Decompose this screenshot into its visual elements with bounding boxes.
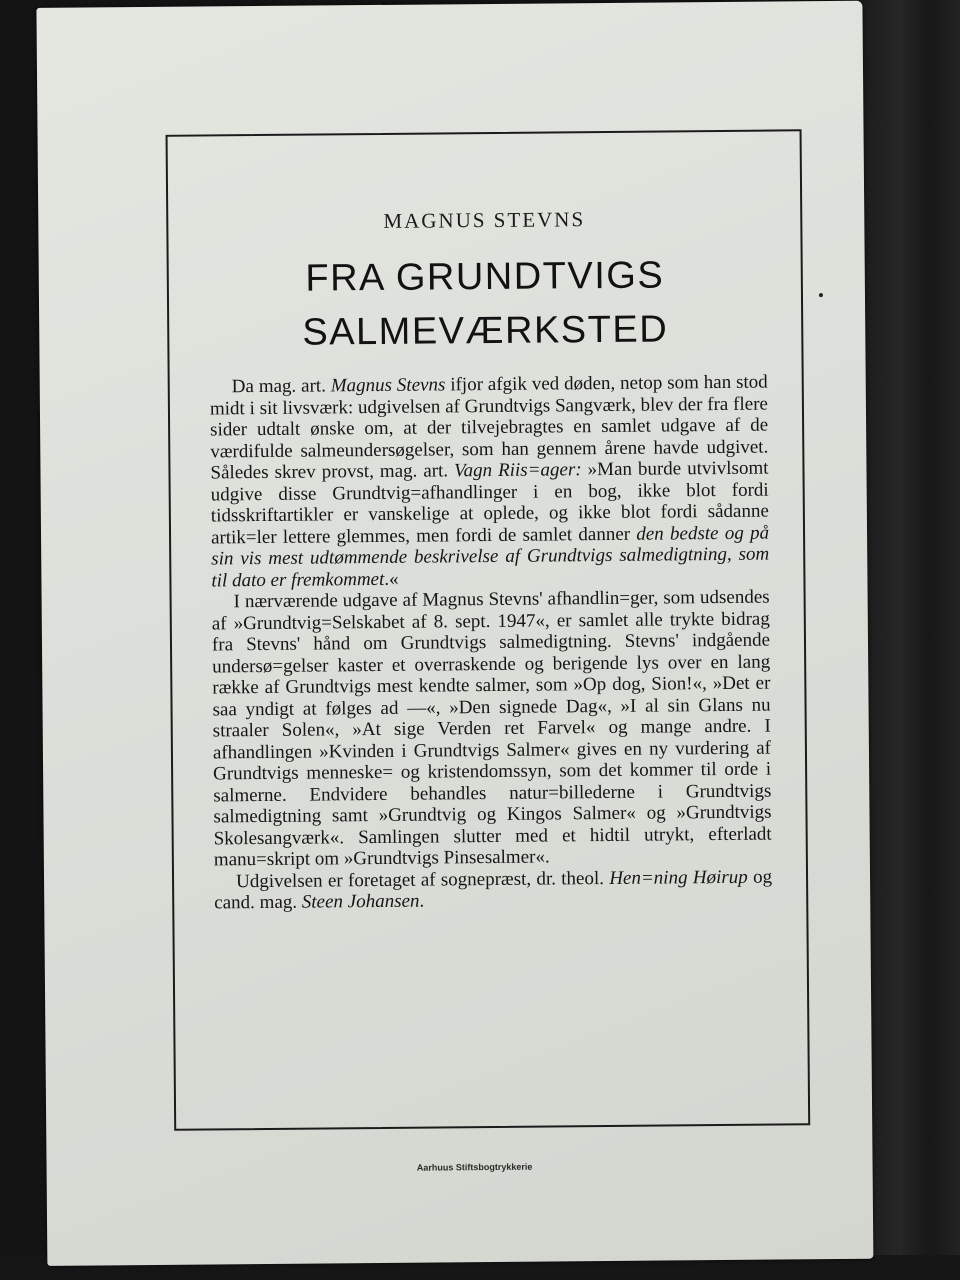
paragraph-3-text-3: . bbox=[419, 890, 425, 912]
paragraph-3-italic-2: Steen Johansen bbox=[301, 890, 420, 913]
paragraph-1-text-3: »Man burde utvivlsomt udgive disse Grundtvig=afhandlinger i en bog, ikke blot fordi tidsskriftartikler er vanskelige at oplede, og ikke blot fordi sådanne artik=ler lettere glemmes, men fordi de samlet danner bbox=[210, 457, 769, 548]
paragraph-1-italic-3: den bedste og på sin vis mest udtømmende beskrivelse af Grundtvigs salmedigtning, som til dato er fremkommet bbox=[211, 522, 770, 591]
dark-background-right bbox=[860, 0, 960, 1280]
book-back-cover bbox=[36, 1, 873, 1266]
paragraph-1-italic-2: Vagn Riis=ager: bbox=[454, 459, 582, 482]
description-text bbox=[210, 372, 773, 914]
book-title-line-1: FRA GRUNDTVIGS bbox=[305, 254, 665, 300]
author-name: MAGNUS STEVNS bbox=[383, 207, 586, 233]
text-frame bbox=[166, 129, 811, 1131]
paragraph-2: I nærværende udgave af Magnus Stevns' afhandlin=ger, som udsendes af »Grundtvig=Selskabet af 8. sept. 1947«, er samlet alle trykte bidrag fra Stevns' hånd om Grundtvigs salmedigtning. Stevns' indgående undersø=gelser kaster et overraskende og berigende lys over en lang række af Grundtvigs mest kendte salmer, som »Op dog, Sion!«, »Det er saa yndigt at følges ad —«, »Den signede Dag«, »I al sin Glans nu straaler Solen«, »At sige Verden ret Farvel« og mange andre. I afhandlingen »Kvinden i Grundtvigs Salmer« gives en ny vurdering af Grundtvigs menneske= og kristendomssyn, som det kommer til orde i salmerne. Endvidere behandles natur=billederne i Grundtvigs salmedigtning samt »Grundtvig og Kingos Salmer« og »Grundtvigs Skolesangværk«. Samlingen slutter med et hidtil utrykt, efterladt manu=skript om »Grundtvigs Pinsesalmer«. bbox=[211, 586, 772, 871]
paragraph-3-text-1: Udgivelsen er foretaget af sognepræst, dr. theol. bbox=[235, 867, 610, 892]
paragraph-1-italic-1: Magnus Stevns bbox=[330, 374, 446, 397]
paragraph-1-text-4: .« bbox=[384, 568, 399, 590]
paragraph-3-text-2: og cand. mag. bbox=[214, 866, 773, 914]
paper-speck bbox=[819, 293, 823, 297]
paragraph-1 bbox=[210, 372, 770, 592]
book-title bbox=[169, 247, 802, 361]
paragraph-3-italic-1: Hen=ning Høirup bbox=[609, 866, 748, 889]
paragraph-1-text-1: Da mag. art. bbox=[231, 375, 331, 398]
paragraph-3 bbox=[214, 866, 772, 914]
paragraph-1-text-2: ifjor afgik ved døden, netop som han stod midt i sit livsværk: udgivelsen af Grundtvigs Sangværk, blev der fra flere sider udtalt ønske om, at der tilvejebragtes en samlet udgave af de værdifulde salmeundersøgelser, som han gennem årene havde udgivet. Således skrev provst, mag. art. bbox=[209, 371, 769, 484]
book-title-line-2: SALMEVÆRKSTED bbox=[302, 308, 669, 354]
printer-imprint: Aarhuus Stiftsbogtrykkerie bbox=[416, 1161, 533, 1173]
